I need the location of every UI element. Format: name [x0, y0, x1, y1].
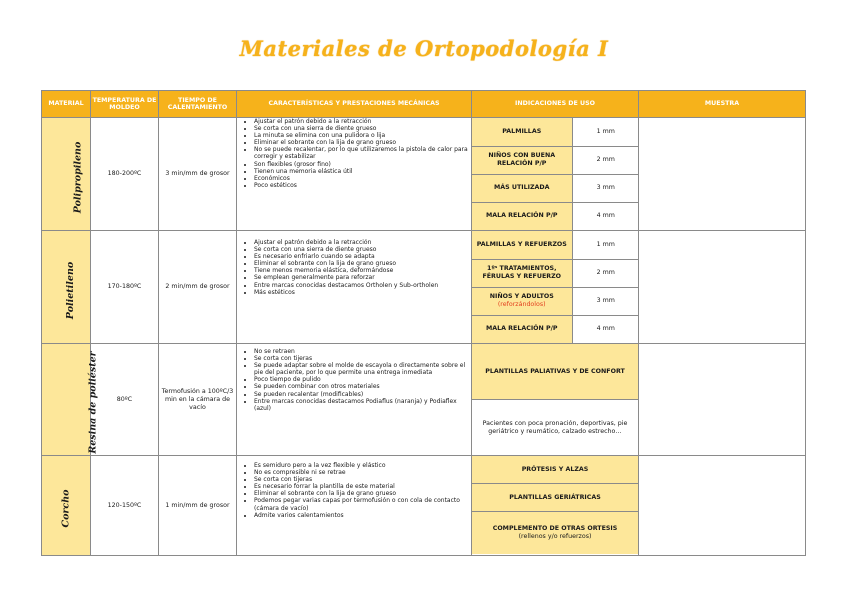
use-label: PRÓTESIS Y ALZAS [472, 456, 638, 484]
use-note: (rellenos y/o refuerzos) [518, 533, 592, 540]
material-cell [42, 231, 91, 344]
sample-cell [639, 231, 806, 344]
sample-cell [639, 456, 806, 556]
use-description: Pacientes con poca pronación, deportivas, pie geriátrico y reumático, calzado estrecho… [472, 400, 638, 455]
use-thickness: 4 mm [572, 315, 639, 343]
list-item: • Se pueden combinar con otros materiales [254, 383, 471, 390]
use-label [472, 287, 572, 315]
time-cell: 3 min/mm de grosor [159, 118, 237, 231]
use-label: PALMILLAS Y REFUERZOS [472, 231, 572, 259]
use-thickness: 3 mm [572, 287, 639, 315]
use-thickness: 1 mm [572, 118, 639, 146]
header-sample: MUESTRA [639, 91, 806, 118]
uses-cell [472, 118, 639, 231]
material-cell [42, 344, 99, 456]
material-name: Corcho [60, 489, 72, 528]
use-label: MÁS UTILIZADA [472, 174, 572, 202]
list-item: • Económicos [254, 175, 471, 182]
list-item: • Son flexibles (grosor fino) [254, 161, 471, 168]
table-row [42, 344, 806, 456]
time-cell: 1 min/mm de grosor [159, 456, 237, 556]
list-item: • Es semiduro pero a la vez flexible y elástico [254, 462, 471, 469]
list-item: • Eliminar el sobrante con la lija de grano grueso [254, 490, 471, 497]
time-cell: Termofusión a 100ºC/3 min en la cámara de vacío [159, 344, 237, 456]
use-label-text: COMPLEMENTO DE OTRAS ORTESIS [492, 525, 618, 532]
header-uses: INDICACIONES DE USO [472, 91, 639, 118]
uses-subtable [472, 118, 639, 230]
use-label: PALMILLAS [472, 118, 572, 146]
temperature-cell: 80ºC [91, 344, 159, 456]
list-item: • Se pueden recalentar (modificables) [254, 391, 471, 398]
list-item: • No se puede recalentar, por lo que utilizaremos la pistola de calor para corregir y estabilizar [254, 146, 471, 160]
header-temperature: TEMPERATURA DE MOLDEO [91, 91, 159, 118]
materials-table [41, 90, 806, 556]
characteristics-list [237, 118, 471, 189]
list-item: • Poco tiempo de pulido [254, 376, 471, 383]
header-characteristics: CARACTERÍSTICAS Y PRESTACIONES MECÁNICAS [237, 91, 472, 118]
header-time: TIEMPO DE CALENTAMIENTO [159, 91, 237, 118]
list-item: • Admite varios calentamientos [254, 512, 471, 519]
use-summary: PLANTILLAS PALIATIVAS Y DE CONFORT [472, 344, 638, 400]
list-item: • Tienen una memoria elástica útil [254, 168, 471, 175]
use-thickness: 3 mm [572, 174, 639, 202]
material-name: Polipropileno [72, 141, 84, 213]
list-item: • Eliminar el sobrante con la lija de grano grueso [254, 260, 471, 267]
list-item: • No se retraen [254, 348, 471, 355]
material-name: Polietileno [65, 261, 77, 319]
list-item: • Eliminar el sobrante con la lija de grano grueso [254, 139, 471, 146]
temperature-cell: 170-180ºC [91, 231, 159, 344]
use-label: MALA RELACIÓN P/P [472, 202, 572, 230]
use-label: NIÑOS CON BUENA RELACIÓN P/P [472, 146, 572, 174]
temperature-cell: 120-150ºC [91, 456, 159, 556]
use-label: 1ºˢ TRATAMIENTOS, FÉRULAS Y REFUERZO [472, 259, 572, 287]
sample-cell [639, 344, 806, 456]
characteristics-cell [237, 231, 472, 344]
uses-cell [472, 231, 639, 344]
use-thickness: 2 mm [572, 146, 639, 174]
list-item: • Se puede adaptar sobre el molde de escayola o directamente sobre el pie del paciente, por lo que permite una entrega inmediata [254, 362, 471, 376]
list-item: • No es compresible ni se retrae [254, 469, 471, 476]
header-material: MATERIAL [42, 91, 91, 118]
list-item: • Se emplean generalmente para reforzar [254, 274, 471, 281]
list-item: • Se corta con una sierra de diente grueso [254, 125, 471, 132]
material-name: Resina de poliéster [87, 351, 99, 454]
characteristics-list [237, 462, 471, 519]
table-row [42, 231, 806, 344]
characteristics-list [237, 239, 471, 296]
use-label [472, 512, 638, 554]
list-item: • Entre marcas conocidas destacamos Ortholen y Sub-ortholen [254, 282, 471, 289]
characteristics-cell [237, 456, 472, 556]
use-label-text: NIÑOS Y ADULTOS [489, 293, 554, 300]
header-row [42, 91, 806, 118]
use-thickness: 4 mm [572, 202, 639, 230]
list-item: • Entre marcas conocidas destacamos Podiaflus (naranja) y Podiaflex (azul) [254, 398, 471, 412]
use-thickness: 2 mm [572, 259, 639, 287]
temperature-cell: 180-200ºC [91, 118, 159, 231]
characteristics-cell [237, 118, 472, 231]
table-row [42, 456, 806, 556]
table-row [42, 118, 806, 231]
list-item: • Poco estéticos [254, 182, 471, 189]
material-cell [42, 456, 91, 556]
time-cell: 2 min/mm de grosor [159, 231, 237, 344]
uses-cell [472, 344, 639, 456]
list-item: • Más estéticos [254, 289, 471, 296]
use-label: MALA RELACIÓN P/P [472, 315, 572, 343]
uses-subtable [472, 231, 639, 343]
list-item: • Tiene menos memoria elástica, deformándose [254, 267, 471, 274]
list-item: • Podemos pegar varias capas por termofusión o con cola de contacto (cámara de vacío) [254, 497, 471, 511]
list-item: • Ajustar el patrón debido a la retracción [254, 239, 471, 246]
use-thickness: 1 mm [572, 231, 639, 259]
material-cell [42, 118, 91, 231]
use-label: PLANTILLAS GERIÁTRICAS [472, 484, 638, 512]
sample-cell [639, 118, 806, 231]
list-item: • Es necesario enfriarlo cuando se adapta [254, 253, 471, 260]
characteristics-list [237, 348, 471, 412]
list-item: • Ajustar el patrón debido a la retracción [254, 118, 471, 125]
list-item: • Se corta con tijeras [254, 355, 471, 362]
page-title: Materiales de Ortopodología I [239, 36, 609, 61]
use-note: (reforzándolos) [497, 301, 546, 308]
list-item: • Es necesario forrar la plantilla de este material [254, 483, 471, 490]
list-item: • Se corta con una sierra de diente grueso [254, 246, 471, 253]
list-item: • Se corta con tijeras [254, 476, 471, 483]
characteristics-cell [237, 344, 472, 456]
list-item: • La minuta se elimina con una pulidora o lija [254, 132, 471, 139]
uses-cell [472, 456, 639, 556]
